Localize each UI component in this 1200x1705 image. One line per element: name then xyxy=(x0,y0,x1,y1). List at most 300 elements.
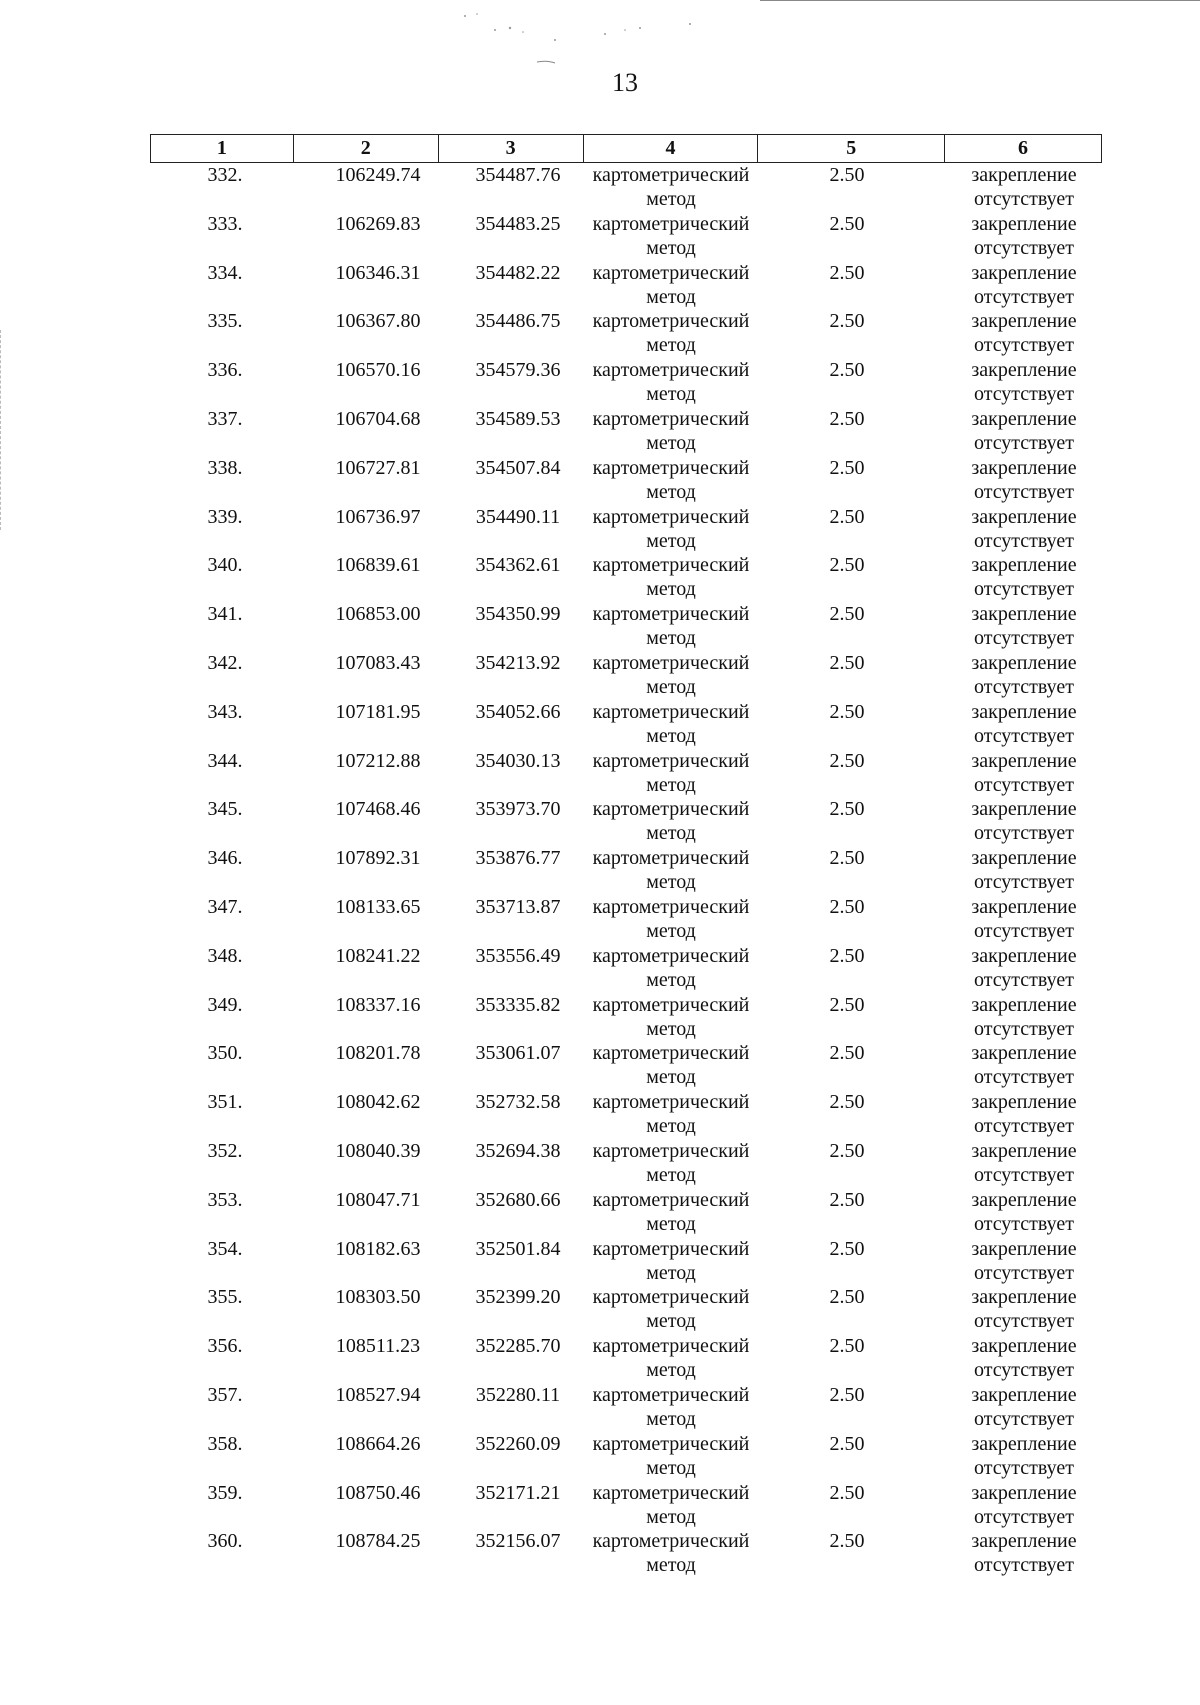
fixation-line-2: отсутствует xyxy=(973,919,1075,942)
method-line-2: метод xyxy=(646,334,696,357)
point-number: 354. xyxy=(207,1237,243,1260)
method-line-1: картометрический xyxy=(592,1432,750,1455)
fixation-line-2: отсутствует xyxy=(973,627,1075,650)
header-col-4: 4 xyxy=(584,135,759,162)
fixation-line-1: закрепление xyxy=(971,1091,1077,1114)
point-number: 347. xyxy=(207,895,243,918)
fixation-cell xyxy=(940,1334,1096,1383)
fixation-line-2: отсутствует xyxy=(973,1163,1075,1186)
coord-x: 108527.94 xyxy=(335,1383,421,1406)
method-cell xyxy=(580,358,754,407)
method-line-2: метод xyxy=(646,578,696,601)
method-line-2: метод xyxy=(646,1359,696,1382)
point-number: 352. xyxy=(207,1139,243,1162)
point-number: 342. xyxy=(207,651,243,674)
coord-y: 352399.20 xyxy=(475,1286,561,1309)
method-line-2: метод xyxy=(646,1163,696,1186)
point-number: 353. xyxy=(207,1188,243,1211)
method-cell xyxy=(580,1188,754,1237)
fixation-cell xyxy=(940,358,1096,407)
method-line-2: метод xyxy=(646,1115,696,1138)
fixation-line-1: закрепление xyxy=(971,1481,1077,1504)
table-body xyxy=(150,163,1102,1578)
fixation-cell xyxy=(940,1529,1096,1578)
table-row xyxy=(150,212,1102,261)
method-line-1: картометрический xyxy=(592,798,750,821)
fixation-line-1: закрепление xyxy=(971,359,1077,382)
coord-y: 354362.61 xyxy=(475,554,561,577)
method-line-1: картометрический xyxy=(592,1139,750,1162)
coord-x: 108047.71 xyxy=(335,1188,421,1211)
table-row xyxy=(150,1432,1102,1481)
scan-noise xyxy=(455,10,755,70)
method-cell xyxy=(580,407,754,456)
method-line-1: картометрический xyxy=(592,261,750,284)
point-number: 349. xyxy=(207,993,243,1016)
method-cell xyxy=(580,1090,754,1139)
table-row xyxy=(150,407,1102,456)
fixation-cell xyxy=(940,261,1096,310)
coord-y: 354213.92 xyxy=(475,651,561,674)
method-line-1: картометрический xyxy=(592,1530,750,1553)
method-line-2: метод xyxy=(646,822,696,845)
header-col-1: 1 xyxy=(150,135,294,162)
coord-x: 108511.23 xyxy=(335,1335,421,1358)
coord-x: 106570.16 xyxy=(335,359,421,382)
method-cell xyxy=(580,212,754,261)
coord-x: 108133.65 xyxy=(335,895,421,918)
coord-y: 354483.25 xyxy=(475,212,561,235)
coord-x: 106367.80 xyxy=(335,310,421,333)
coord-y: 354052.66 xyxy=(475,700,561,723)
fixation-line-1: закрепление xyxy=(971,456,1077,479)
point-number: 351. xyxy=(207,1091,243,1114)
accuracy: 2.50 xyxy=(829,1042,865,1065)
point-number: 332. xyxy=(207,164,243,186)
fixation-line-1: закрепление xyxy=(971,554,1077,577)
coord-y: 354589.53 xyxy=(475,407,561,430)
fixation-line-1: закрепление xyxy=(971,1286,1077,1309)
point-number: 357. xyxy=(207,1383,243,1406)
coord-x: 108337.16 xyxy=(335,993,421,1016)
point-number: 355. xyxy=(207,1286,243,1309)
accuracy: 2.50 xyxy=(829,798,865,821)
method-cell xyxy=(580,1432,754,1481)
coord-x: 108750.46 xyxy=(335,1481,421,1504)
accuracy: 2.50 xyxy=(829,1237,865,1260)
method-line-1: картометрический xyxy=(592,554,750,577)
point-number: 340. xyxy=(207,554,243,577)
method-cell xyxy=(580,553,754,602)
method-line-1: картометрический xyxy=(592,1042,750,1065)
table-row xyxy=(150,1090,1102,1139)
method-line-2: метод xyxy=(646,871,696,894)
scan-margin-mark xyxy=(0,330,4,530)
method-cell xyxy=(580,1529,754,1578)
method-line-1: картометрический xyxy=(592,1383,750,1406)
coord-x: 106346.31 xyxy=(335,261,421,284)
coord-x: 106704.68 xyxy=(335,407,421,430)
coord-y: 352680.66 xyxy=(475,1188,561,1211)
accuracy: 2.50 xyxy=(829,1481,865,1504)
method-line-2: метод xyxy=(646,773,696,796)
point-number: 333. xyxy=(207,212,243,235)
point-number: 348. xyxy=(207,944,243,967)
fixation-cell xyxy=(940,1139,1096,1188)
coord-y: 354350.99 xyxy=(475,603,561,626)
point-number: 338. xyxy=(207,456,243,479)
accuracy: 2.50 xyxy=(829,407,865,430)
coord-x: 106853.00 xyxy=(335,603,421,626)
coord-y: 354507.84 xyxy=(475,456,561,479)
method-line-1: картометрический xyxy=(592,456,750,479)
method-cell xyxy=(580,700,754,749)
point-number: 346. xyxy=(207,847,243,870)
method-line-2: метод xyxy=(646,480,696,503)
point-number: 337. xyxy=(207,407,243,430)
coord-x: 108040.39 xyxy=(335,1139,421,1162)
table-row xyxy=(150,1529,1102,1578)
fixation-cell xyxy=(940,1432,1096,1481)
method-cell xyxy=(580,944,754,993)
method-line-1: картометрический xyxy=(592,651,750,674)
method-line-2: метод xyxy=(646,188,696,210)
coord-x: 108784.25 xyxy=(335,1530,421,1553)
accuracy: 2.50 xyxy=(829,603,865,626)
method-line-2: метод xyxy=(646,285,696,308)
method-cell xyxy=(580,1139,754,1188)
fixation-line-1: закрепление xyxy=(971,798,1077,821)
fixation-line-1: закрепление xyxy=(971,1432,1077,1455)
table-row xyxy=(150,651,1102,700)
table-row xyxy=(150,456,1102,505)
method-line-2: метод xyxy=(646,1505,696,1528)
fixation-cell xyxy=(940,1188,1096,1237)
method-cell xyxy=(580,456,754,505)
fixation-line-1: закрепление xyxy=(971,993,1077,1016)
fixation-line-1: закрепление xyxy=(971,1383,1077,1406)
method-line-1: картометрический xyxy=(592,847,750,870)
fixation-line-2: отсутствует xyxy=(973,773,1075,796)
table-row xyxy=(150,1383,1102,1432)
table-row xyxy=(150,1481,1102,1530)
method-line-1: картометрический xyxy=(592,1335,750,1358)
fixation-line-1: закрепление xyxy=(971,310,1077,333)
fixation-line-2: отсутствует xyxy=(973,236,1075,259)
fixation-line-2: отсутствует xyxy=(973,1115,1075,1138)
coord-x: 107083.43 xyxy=(335,651,421,674)
fixation-cell xyxy=(940,651,1096,700)
accuracy: 2.50 xyxy=(829,1188,865,1211)
method-line-1: картометрический xyxy=(592,700,750,723)
point-number: 356. xyxy=(207,1335,243,1358)
point-number: 350. xyxy=(207,1042,243,1065)
point-number: 343. xyxy=(207,700,243,723)
method-cell xyxy=(580,602,754,651)
accuracy: 2.50 xyxy=(829,700,865,723)
method-line-2: метод xyxy=(646,1554,696,1577)
coord-x: 108182.63 xyxy=(335,1237,421,1260)
fixation-cell xyxy=(940,1090,1096,1139)
scan-top-edge-line xyxy=(760,0,1200,1)
coord-y: 354482.22 xyxy=(475,261,561,284)
coord-y: 354490.11 xyxy=(475,505,561,528)
coord-y: 353556.49 xyxy=(475,944,561,967)
fixation-line-2: отсутствует xyxy=(973,724,1075,747)
fixation-line-2: отсутствует xyxy=(973,871,1075,894)
coord-y: 353061.07 xyxy=(475,1042,561,1065)
fixation-line-2: отсутствует xyxy=(973,1066,1075,1089)
fixation-line-2: отсутствует xyxy=(973,1456,1075,1479)
fixation-line-1: закрепление xyxy=(971,847,1077,870)
fixation-line-2: отсутствует xyxy=(973,1310,1075,1333)
fixation-cell xyxy=(940,602,1096,651)
fixation-line-2: отсутствует xyxy=(973,431,1075,454)
fixation-line-1: закрепление xyxy=(971,212,1077,235)
fixation-line-2: отсутствует xyxy=(973,675,1075,698)
fixation-line-2: отсутствует xyxy=(973,188,1075,210)
table-row xyxy=(150,1237,1102,1286)
fixation-line-1: закрепление xyxy=(971,895,1077,918)
coord-y: 353973.70 xyxy=(475,798,561,821)
method-cell xyxy=(580,1334,754,1383)
fixation-line-1: закрепление xyxy=(971,1335,1077,1358)
method-line-2: метод xyxy=(646,529,696,552)
method-line-2: метод xyxy=(646,236,696,259)
fixation-line-2: отсутствует xyxy=(973,1359,1075,1382)
table-row xyxy=(150,553,1102,602)
fixation-cell xyxy=(940,1285,1096,1334)
coord-x: 108042.62 xyxy=(335,1091,421,1114)
fixation-cell xyxy=(940,895,1096,944)
coord-x: 108201.78 xyxy=(335,1042,421,1065)
point-number: 334. xyxy=(207,261,243,284)
fixation-line-1: закрепление xyxy=(971,407,1077,430)
accuracy: 2.50 xyxy=(829,212,865,235)
fixation-cell xyxy=(940,1481,1096,1530)
table-header xyxy=(150,134,1102,163)
coord-x: 107181.95 xyxy=(335,700,421,723)
coord-x: 107892.31 xyxy=(335,847,421,870)
method-line-1: картометрический xyxy=(592,310,750,333)
fixation-line-1: закрепление xyxy=(971,944,1077,967)
coord-x: 107212.88 xyxy=(335,749,421,772)
method-line-2: метод xyxy=(646,1261,696,1284)
method-line-2: метод xyxy=(646,968,696,991)
method-cell xyxy=(580,1383,754,1432)
coord-y: 352285.70 xyxy=(475,1335,561,1358)
method-cell xyxy=(580,1041,754,1090)
table-row xyxy=(150,1139,1102,1188)
coord-x: 106727.81 xyxy=(335,456,421,479)
fixation-line-1: закрепление xyxy=(971,261,1077,284)
table-row xyxy=(150,700,1102,749)
point-number: 358. xyxy=(207,1432,243,1455)
fixation-line-2: отсутствует xyxy=(973,1505,1075,1528)
table-row xyxy=(150,895,1102,944)
coord-x: 108241.22 xyxy=(335,944,421,967)
coord-y: 352171.21 xyxy=(475,1481,561,1504)
fixation-line-2: отсутствует xyxy=(973,1261,1075,1284)
coord-y: 354579.36 xyxy=(475,359,561,382)
coord-y: 354487.76 xyxy=(475,164,561,186)
point-number: 335. xyxy=(207,310,243,333)
method-line-2: метод xyxy=(646,1212,696,1235)
accuracy: 2.50 xyxy=(829,310,865,333)
accuracy: 2.50 xyxy=(829,993,865,1016)
point-number: 336. xyxy=(207,359,243,382)
fixation-line-1: закрепление xyxy=(971,700,1077,723)
method-cell xyxy=(580,505,754,554)
coord-y: 352280.11 xyxy=(475,1383,561,1406)
fixation-cell xyxy=(940,309,1096,358)
method-line-2: метод xyxy=(646,724,696,747)
fixation-line-2: отсутствует xyxy=(973,578,1075,601)
coord-y: 354030.13 xyxy=(475,749,561,772)
table-row xyxy=(150,749,1102,798)
accuracy: 2.50 xyxy=(829,554,865,577)
fixation-line-2: отсутствует xyxy=(973,968,1075,991)
coord-y: 352260.09 xyxy=(475,1432,561,1455)
coord-y: 353335.82 xyxy=(475,993,561,1016)
method-cell xyxy=(580,846,754,895)
table-row xyxy=(150,944,1102,993)
point-number: 339. xyxy=(207,505,243,528)
header-col-5: 5 xyxy=(758,135,945,162)
coord-y: 354486.75 xyxy=(475,310,561,333)
point-number: 345. xyxy=(207,798,243,821)
method-line-2: метод xyxy=(646,1407,696,1430)
method-cell xyxy=(580,1285,754,1334)
method-line-1: картометрический xyxy=(592,1091,750,1114)
method-line-1: картометрический xyxy=(592,895,750,918)
header-col-6: 6 xyxy=(945,135,1102,162)
fixation-line-1: закрепление xyxy=(971,1530,1077,1553)
table-row xyxy=(150,261,1102,310)
accuracy: 2.50 xyxy=(829,1091,865,1114)
table-row xyxy=(150,309,1102,358)
table-row xyxy=(150,846,1102,895)
fixation-cell xyxy=(940,163,1096,212)
accuracy: 2.50 xyxy=(829,164,865,186)
coord-y: 353713.87 xyxy=(475,895,561,918)
table-row xyxy=(150,1041,1102,1090)
fixation-line-2: отсутствует xyxy=(973,1017,1075,1040)
table-row xyxy=(150,1188,1102,1237)
fixation-cell xyxy=(940,700,1096,749)
method-line-1: картометрический xyxy=(592,1188,750,1211)
method-line-2: метод xyxy=(646,675,696,698)
method-cell xyxy=(580,261,754,310)
method-cell xyxy=(580,1237,754,1286)
fixation-cell xyxy=(940,944,1096,993)
fixation-line-2: отсутствует xyxy=(973,1212,1075,1235)
fixation-cell xyxy=(940,1383,1096,1432)
fixation-line-2: отсутствует xyxy=(973,822,1075,845)
fixation-line-1: закрепление xyxy=(971,651,1077,674)
table-row xyxy=(150,163,1102,212)
point-number: 341. xyxy=(207,603,243,626)
accuracy: 2.50 xyxy=(829,944,865,967)
fixation-line-1: закрепление xyxy=(971,164,1077,186)
method-line-2: метод xyxy=(646,431,696,454)
coord-x: 106839.61 xyxy=(335,554,421,577)
accuracy: 2.50 xyxy=(829,505,865,528)
accuracy: 2.50 xyxy=(829,847,865,870)
fixation-line-2: отсутствует xyxy=(973,529,1075,552)
method-cell xyxy=(580,309,754,358)
header-col-3: 3 xyxy=(439,135,584,162)
method-line-1: картометрический xyxy=(592,359,750,382)
coord-y: 353876.77 xyxy=(475,847,561,870)
accuracy: 2.50 xyxy=(829,456,865,479)
point-number: 359. xyxy=(207,1481,243,1504)
coord-y: 352501.84 xyxy=(475,1237,561,1260)
fixation-line-2: отсутствует xyxy=(973,480,1075,503)
method-line-1: картометрический xyxy=(592,407,750,430)
accuracy: 2.50 xyxy=(829,651,865,674)
accuracy: 2.50 xyxy=(829,359,865,382)
coord-y: 352732.58 xyxy=(475,1091,561,1114)
fixation-cell xyxy=(940,749,1096,798)
method-line-2: метод xyxy=(646,627,696,650)
accuracy: 2.50 xyxy=(829,261,865,284)
table-row xyxy=(150,1334,1102,1383)
method-cell xyxy=(580,895,754,944)
method-cell xyxy=(580,651,754,700)
table-row xyxy=(150,505,1102,554)
coord-y: 352156.07 xyxy=(475,1530,561,1553)
method-line-1: картометрический xyxy=(592,164,750,186)
coord-x: 108664.26 xyxy=(335,1432,421,1455)
fixation-line-1: закрепление xyxy=(971,1188,1077,1211)
coord-x: 108303.50 xyxy=(335,1286,421,1309)
fixation-cell xyxy=(940,1041,1096,1090)
method-line-1: картометрический xyxy=(592,1237,750,1260)
fixation-line-1: закрепление xyxy=(971,603,1077,626)
method-cell xyxy=(580,749,754,798)
point-number: 360. xyxy=(207,1530,243,1553)
fixation-line-2: отсутствует xyxy=(973,1554,1075,1577)
fixation-line-2: отсутствует xyxy=(973,334,1075,357)
accuracy: 2.50 xyxy=(829,1286,865,1309)
coord-x: 106736.97 xyxy=(335,505,421,528)
fixation-cell xyxy=(940,212,1096,261)
accuracy: 2.50 xyxy=(829,1139,865,1162)
table-row xyxy=(150,993,1102,1042)
coord-x: 106269.83 xyxy=(335,212,421,235)
method-line-2: метод xyxy=(646,383,696,406)
fixation-cell xyxy=(940,505,1096,554)
coord-x: 107468.46 xyxy=(335,798,421,821)
point-number: 344. xyxy=(207,749,243,772)
fixation-cell xyxy=(940,407,1096,456)
method-line-2: метод xyxy=(646,1066,696,1089)
method-line-2: метод xyxy=(646,1456,696,1479)
header-col-2: 2 xyxy=(294,135,439,162)
fixation-line-1: закрепление xyxy=(971,505,1077,528)
method-line-1: картометрический xyxy=(592,1286,750,1309)
fixation-cell xyxy=(940,993,1096,1042)
accuracy: 2.50 xyxy=(829,749,865,772)
table-row xyxy=(150,358,1102,407)
method-line-1: картометрический xyxy=(592,749,750,772)
coord-x: 106249.74 xyxy=(335,164,421,186)
method-cell xyxy=(580,163,754,212)
fixation-cell xyxy=(940,456,1096,505)
fixation-line-2: отсутствует xyxy=(973,1407,1075,1430)
method-line-1: картометрический xyxy=(592,944,750,967)
